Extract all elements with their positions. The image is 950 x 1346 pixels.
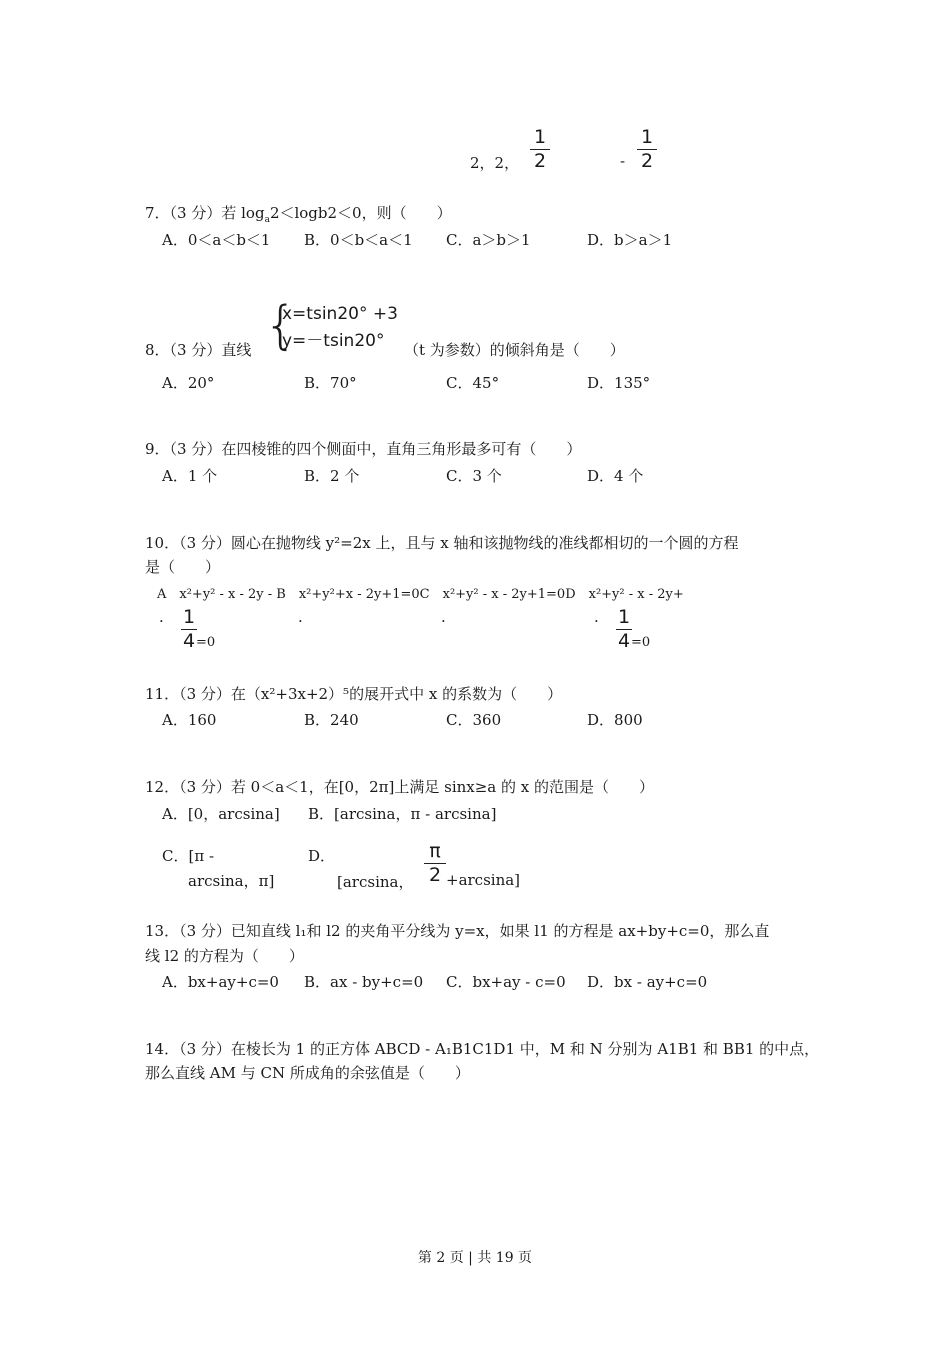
q7-option-b: B．0＜b＜a＜1 xyxy=(304,231,413,249)
q13-option-d: D．bx - ay+c=0 xyxy=(587,973,708,991)
q11-option-a: A．160 xyxy=(162,711,217,729)
fraction-numerator: π xyxy=(429,840,441,862)
q10-option-c-dot: . xyxy=(441,608,446,626)
page-footer: 第 2 页 | 共 19 页 xyxy=(417,1250,533,1266)
q12-option-a: A．[0，arcsina] xyxy=(162,805,280,823)
brace-symbol: { xyxy=(264,296,298,356)
q10-stem-line2: 是（ ） xyxy=(145,558,221,576)
q8-stem-start: 8．（3 分）直线 xyxy=(145,341,252,359)
q9-option-c: C．3 个 xyxy=(446,467,502,485)
q8-equation-system xyxy=(282,301,398,355)
q8-stem-end: （t 为参数）的倾斜角是（ ） xyxy=(404,341,625,359)
q14-stem-line2: 那么直线 AM 与 CN 所成角的余弦值是（ ） xyxy=(145,1064,470,1082)
q9-option-d: D．4 个 xyxy=(587,467,644,485)
q7-option-c: C．a＞b＞1 xyxy=(446,231,531,249)
fraction-denominator: 4 xyxy=(182,630,196,652)
q7-stem-part: 2＜logb2＜0，则（ ） xyxy=(269,204,452,222)
q13-option-b: B．ax - by+c=0 xyxy=(304,973,424,991)
q8-equation-y: y=－tsin20° xyxy=(282,331,385,351)
q8-option-a: A．20° xyxy=(162,374,215,392)
q13-option-a: A．bx+ay+c=0 xyxy=(162,973,279,991)
q8-option-b: B．70° xyxy=(304,374,357,392)
q6-negative-sign: - xyxy=(620,152,626,170)
q10-option-d-dot: . xyxy=(594,608,599,626)
q7-stem xyxy=(145,202,452,223)
q12-option-d-text: [arcsina， xyxy=(337,873,414,891)
q7-option-a: A．0＜a＜b＜1 xyxy=(162,231,271,249)
q11-option-d: D．800 xyxy=(587,711,643,729)
q11-option-c: C．360 xyxy=(446,711,502,729)
q10-fraction-d xyxy=(616,608,632,651)
q10-options-row: A x²+y² - x - 2y - B x²+y²+x - 2y+1=0C x²+y² - x - 2y+1=0D x²+y² - x - 2y+ xyxy=(157,587,684,602)
fraction-numerator: 1 xyxy=(617,606,631,628)
q7-stem-part: 7．（3 分）若 log xyxy=(145,204,265,222)
q8-option-d: D．135° xyxy=(587,374,651,392)
fraction-denominator: 2 xyxy=(533,150,547,172)
q11-stem: 11．（3 分）在（x²+3x+2）⁵的展开式中 x 的系数为（ ） xyxy=(145,685,563,703)
q10-equals-zero-a: =0 xyxy=(196,635,216,650)
q13-option-c: C．bx+ay - c=0 xyxy=(446,973,566,991)
q9-option-b: B．2 个 xyxy=(304,467,360,485)
q10-fraction-a xyxy=(181,608,197,651)
q9-stem: 9．（3 分）在四棱锥的四个侧面中，直角三角形最多可有（ ） xyxy=(145,440,582,458)
fraction-numerator: 1 xyxy=(640,126,654,148)
q6-fraction-2 xyxy=(637,128,657,171)
q7-option-d: D．b＞a＞1 xyxy=(587,231,673,249)
q6-fraction-1 xyxy=(530,128,550,171)
q12-option-c-line1: C．[π - xyxy=(162,847,215,865)
q10-option-a-dot: . xyxy=(159,608,164,626)
q12-option-c-line2: arcsina，π] xyxy=(188,872,275,890)
q10-option-b-dot: . xyxy=(298,608,303,626)
fraction-numerator: 1 xyxy=(533,126,547,148)
q9-option-a: A．1 个 xyxy=(162,467,218,485)
q8-option-c: C．45° xyxy=(446,374,500,392)
fraction-numerator: 1 xyxy=(182,606,196,628)
q14-stem-line1: 14．（3 分）在棱长为 1 的正方体 ABCD - A₁B1C1D1 中，M 和 N 分别为 A1B1 和 BB1 的中点， xyxy=(145,1040,820,1058)
q6-tail-text: 2，2， xyxy=(470,154,520,172)
q12-option-d-fraction xyxy=(424,842,446,885)
q10-stem-line1: 10．（3 分）圆心在抛物线 y²=2x 上，且与 x 轴和该抛物线的准线都相切的一个圆的方程 xyxy=(145,534,739,552)
q7-log-base: a xyxy=(264,215,270,225)
fraction-denominator: 2 xyxy=(428,864,442,886)
q12-option-b: B．[arcsina，π - arcsina] xyxy=(308,805,497,823)
q8-equation-x: x=tsin20° +3 xyxy=(282,304,398,324)
q12-option-d-label: D． xyxy=(308,847,336,865)
q11-option-b: B．240 xyxy=(304,711,359,729)
q10-equals-zero-d: =0 xyxy=(631,635,651,650)
q13-stem-line2: 线 l2 的方程为（ ） xyxy=(145,947,304,965)
fraction-denominator: 4 xyxy=(617,630,631,652)
q12-option-d-tail: +arcsina] xyxy=(446,871,521,889)
q12-stem: 12．（3 分）若 0＜a＜1，在[0，2π]上满足 sinx≥a 的 x 的范围是（ ） xyxy=(145,778,655,796)
fraction-denominator: 2 xyxy=(640,150,654,172)
q13-stem-line1: 13．（3 分）已知直线 l₁和 l2 的夹角平分线为 y=x，如果 l1 的方程是 ax+by+c=0，那么直 xyxy=(145,922,770,940)
